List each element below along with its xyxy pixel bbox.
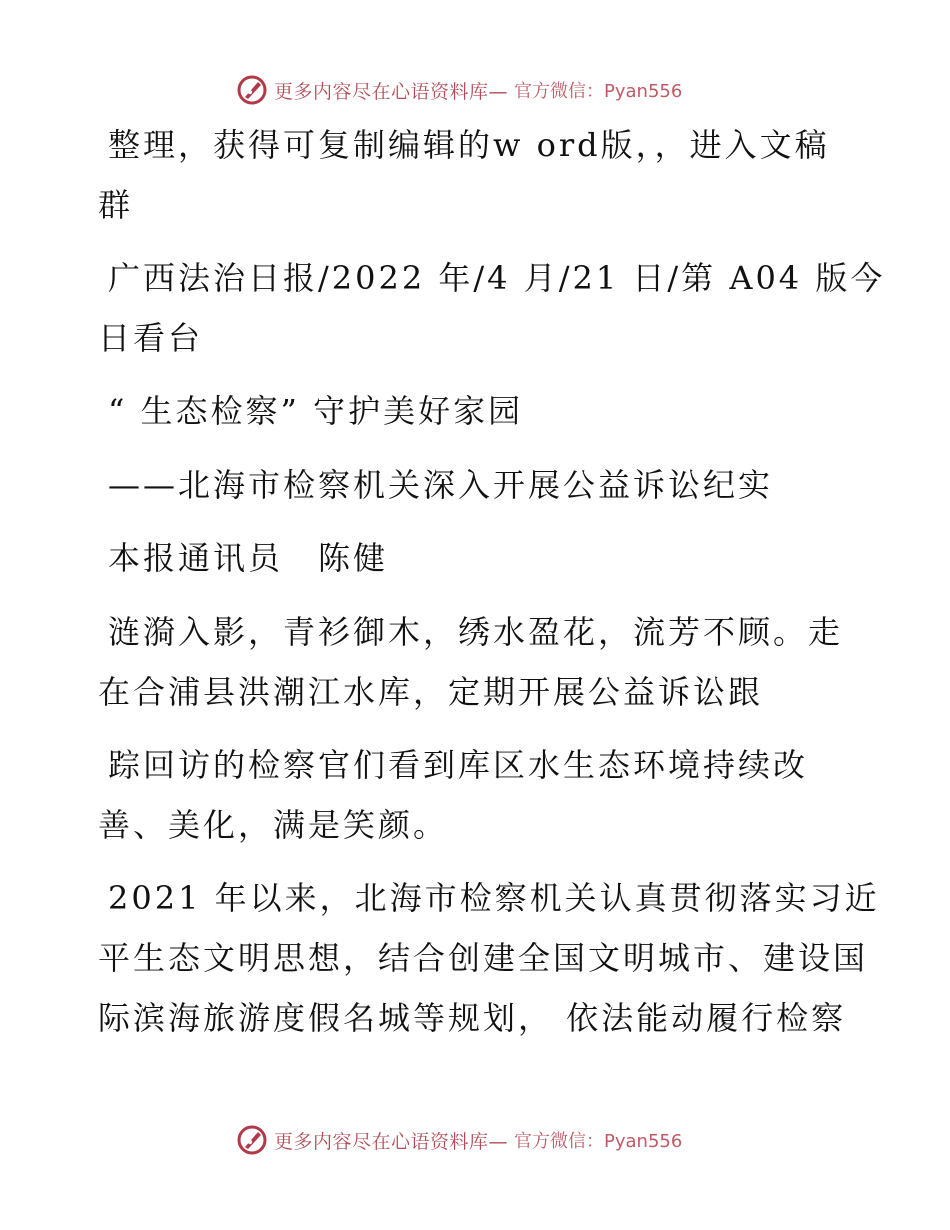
watermark-header — [236, 73, 682, 107]
text-line: 日看台 — [98, 319, 204, 357]
watermark-brand: 更多内容尽在心语资料库— — [274, 1130, 509, 1153]
article-title: “ 生态检察” 守护美好家园 — [108, 392, 524, 430]
pen-logo-icon — [236, 74, 268, 106]
text-line: 群 — [98, 186, 134, 224]
text-line: 善、美化，满是笑颜。 — [98, 806, 449, 844]
watermark-brand: 更多内容尽在心语资料库— — [274, 80, 509, 103]
text-line: 际滨海旅游度假名城等规划， 依法能动履行检察 — [98, 999, 847, 1037]
watermark-footer — [236, 1123, 682, 1157]
text-line: 2021 年以来，北海市检察机关认真贯彻落实习近 — [108, 879, 880, 917]
watermark-contact: 官方微信：Pyan556 — [514, 81, 683, 102]
text-line: 涟漪入影，青衫御木，绣水盈花，流芳不顾。走 — [108, 613, 844, 651]
pen-logo-icon — [236, 1124, 268, 1156]
text-line: 踪回访的检察官们看到库区水生态环境持续改 — [108, 746, 809, 784]
text-line: 在合浦县洪潮江水库，定期开展公益诉讼跟 — [98, 673, 764, 711]
watermark-contact: 官方微信：Pyan556 — [514, 1131, 683, 1152]
article-byline: 本报通讯员 陈健 — [108, 539, 389, 577]
text-line: 平生态文明思想，结合创建全国文明城市、建设国 — [98, 939, 869, 977]
text-line: 广西法治日报/2022 年/4 月/21 日/第 A04 版今 — [108, 259, 886, 297]
article-subtitle: ——北海市检察机关深入开展公益诉讼纪实 — [108, 466, 774, 504]
text-line: 整理，获得可复制编辑的w ord版，，进入文稿 — [108, 126, 830, 164]
